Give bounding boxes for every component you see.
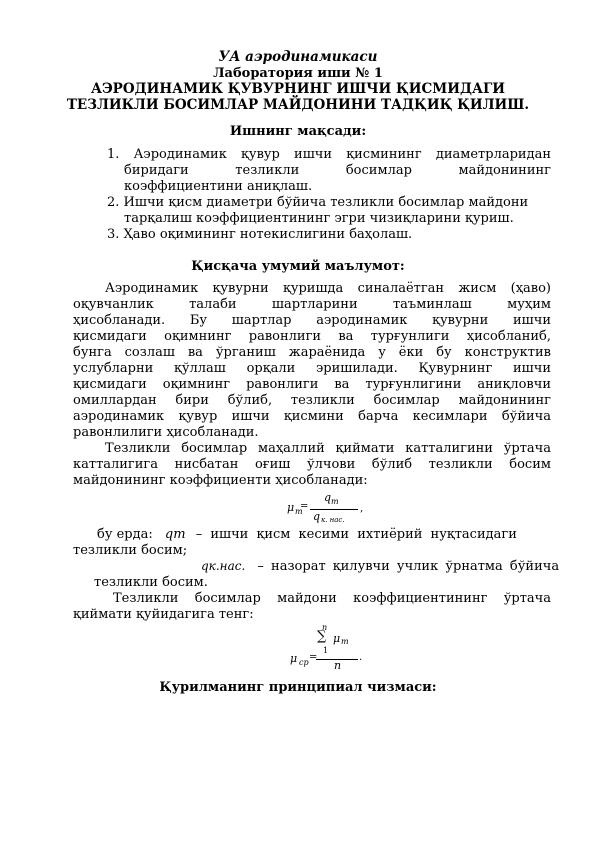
formula1-comma: , <box>360 503 364 514</box>
where-line-4: тезликли босим. <box>94 575 208 590</box>
goal-item-2-line1: 2. Ишчи қисм диаметри бўйича тезликли босимлар майдони <box>107 195 529 210</box>
goal-item-3: 3. Ҳаво оқимининг нотекислигини баҳолаш. <box>107 227 413 242</box>
formula2-sum-bottom: 1 <box>323 646 329 655</box>
info-p1-line: Аэродинамик қувурни қуришда синалаётган жисм (ҳаво) <box>105 281 551 296</box>
info-p1-line: ҳисобланади. Бу шартлар аэродинамик қувурни ишчи <box>73 313 551 328</box>
formula2-dot: . <box>359 652 363 663</box>
info-p1-line: услубларни қўллаш орқали эришилади. Қувурнинг ишчи <box>73 361 551 376</box>
formula1-num-q: q <box>324 491 332 504</box>
where-label: бу ерда: <box>97 527 153 542</box>
formula1-sub-t: т <box>295 507 303 516</box>
scheme-heading: Қурилманинг принципиал чизмаси: <box>159 680 437 695</box>
info-p1-line: оқувчанлик талаби шартларини таъминлаш муҳим <box>73 297 551 312</box>
lab-title-line1: АЭРОДИНАМИК ҚУВУРНИНГ ИШЧИ ҚИСМИДАГИ <box>90 81 506 97</box>
info-p1-last-line: равонлилиги ҳисобланади. <box>73 425 259 440</box>
formula1-eq: = <box>300 501 309 512</box>
where-line-1 <box>97 527 517 542</box>
info-p3-line2: қиймати қуйидагига тенг: <box>73 607 254 622</box>
goal-item-1-line2-text: биридаги тезликли босимлар майдонининг <box>124 163 551 178</box>
where-q-kn: qк.нас. <box>201 559 246 573</box>
formula1-num-sub: т <box>331 497 339 506</box>
goal-item-1-line1: 1. Аэродинамик қувур ишчи қисмининг диаметрларидан <box>107 147 551 162</box>
formula1-mu: μ <box>287 501 295 514</box>
info-p2-line: катталигига нисбатан оғиш ўлчови бўлиб тезликли босим <box>73 457 551 472</box>
formula2-mu: μ <box>290 652 298 665</box>
formula2-num-sub: т <box>341 637 349 646</box>
formula2-sum: ∑ <box>317 629 327 644</box>
formula-mean-coefficient <box>288 622 368 672</box>
info-p1-line: аэродинамик қувур ишчи қисмини барча кесимлари бўйича <box>73 409 551 424</box>
lab-title-line2: ТЕЗЛИКЛИ БОСИМЛАР МАЙДОНИНИ ТАДҚИҚ ҚИЛИШ. <box>66 97 530 113</box>
info-p3-line1: Тезликли босимлар майдони коэффициентининг ўртача <box>113 591 551 606</box>
where-line-2: тезликли босим; <box>73 543 188 558</box>
info-p1-line: қисмидаги оқимнинг равонлиги ва турғунлигини аниқловчи <box>73 377 551 392</box>
subject-title: УА аэродинамикаси <box>218 49 378 65</box>
formula2-eq: = <box>309 652 318 663</box>
lab-number: Лаборатория иши № 1 <box>213 66 383 81</box>
formula-velocity-coefficient <box>285 490 365 526</box>
goal-item-1-line3: коэффициентини аниқлаш. <box>124 179 313 194</box>
info-p2-line: Тезликли босимлар маҳаллий қиймати катталигини ўртача <box>105 441 551 456</box>
goal-item-1-line2 <box>124 163 551 178</box>
info-heading: Қисқача умумий маълумот: <box>191 259 405 274</box>
formula1-den-q: q <box>313 510 321 523</box>
where-q-t: qт <box>164 527 186 542</box>
info-p1-line: бунга созлаш ва ўрганиш жараёнида у ёки бу конструктив <box>73 345 551 360</box>
formula2-num-mu: μ <box>333 632 341 645</box>
formula2-sum-top: n <box>322 623 328 632</box>
where-line-3 <box>201 559 559 574</box>
goals-heading: Ишнинг мақсади: <box>229 124 367 139</box>
info-p1-line: қисмидаги оқимнинг равонлиги ва турғунлиги ҳисобланиб, <box>73 329 551 344</box>
formula1-den-sub: к. нас. <box>321 516 345 524</box>
info-p1-line: омиллардан бири бўлиб, тезликли босимлар майдонининг <box>73 393 551 408</box>
where-q-kn-desc: – назорат қилувчи учлик ўрнатма бўйича <box>257 559 560 574</box>
goal-item-2-line2: тарқалиш коэффициентининг эгри чизиқларини қуриш. <box>124 211 514 226</box>
formula2-sub: ср <box>299 658 309 667</box>
where-q-t-desc: – ишчи қисм кесими ихтиёрий нуқтасидаги <box>195 527 517 542</box>
info-p2-last-line: майдонининг коэффициенти ҳисобланади: <box>73 473 368 488</box>
formula2-den: n <box>334 659 342 672</box>
